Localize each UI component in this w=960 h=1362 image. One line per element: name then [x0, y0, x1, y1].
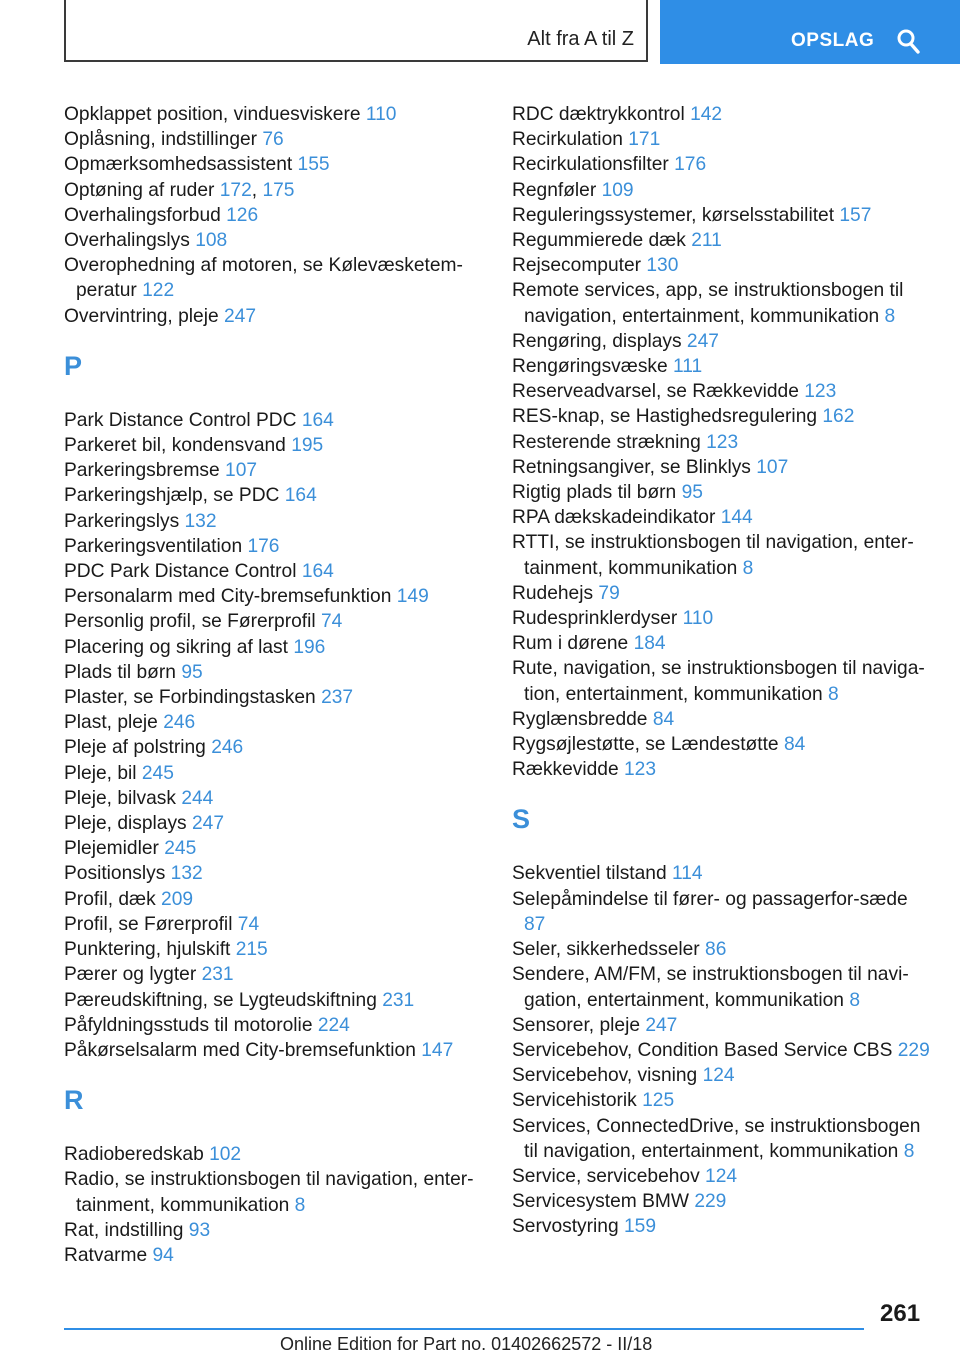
index-entry-term: Påkørselsalarm med City-bremsefunktion — [64, 1039, 416, 1061]
index-entry-term: Radioberedskab — [64, 1144, 204, 1166]
page-reference-link[interactable]: 164 — [301, 561, 334, 583]
page-reference-link[interactable]: 176 — [674, 154, 707, 176]
index-entry — [64, 584, 484, 609]
page-reference-link[interactable]: 196 — [293, 636, 326, 658]
page-reference-link[interactable]: 176 — [247, 535, 280, 557]
index-entry-term: Regummierede dæk — [512, 230, 686, 252]
page-reference-link[interactable]: 111 — [673, 356, 703, 378]
page-reference-link[interactable]: 164 — [301, 409, 334, 431]
page-reference-link[interactable]: 231 — [201, 964, 234, 986]
index-entry — [64, 1142, 484, 1167]
index-entry — [64, 937, 484, 962]
page-reference-link[interactable]: 132 — [184, 510, 217, 532]
index-entry — [64, 811, 484, 836]
index-entry-term: PDC Park Distance Control — [64, 561, 297, 583]
page-reference-link[interactable]: 164 — [284, 485, 317, 507]
index-entry — [64, 912, 484, 937]
page-reference-link[interactable]: 245 — [164, 838, 197, 860]
footer-edition-text: Online Edition for Part no. 01402662572 - II/18 — [280, 1334, 653, 1354]
index-entry — [64, 534, 484, 559]
index-entry-term: Reserveadvarsel, se Rækkevidde — [512, 381, 799, 403]
index-entry — [512, 379, 932, 404]
index-entry — [64, 203, 484, 228]
page-reference-link[interactable]: 246 — [211, 737, 244, 759]
page-reference-link[interactable]: 247 — [223, 305, 256, 327]
index-entry-term: Rudehejs — [512, 582, 594, 604]
index-entry — [512, 530, 932, 580]
index-entry-term: Profil, se Førerprofil — [64, 913, 233, 935]
page-reference-link[interactable]: 8 — [903, 1140, 915, 1162]
index-entry-term: Sensorer, pleje — [512, 1014, 640, 1036]
index-entry — [64, 509, 484, 534]
page-reference-link[interactable]: 237 — [321, 687, 354, 709]
page-reference-link[interactable]: 86 — [705, 939, 727, 961]
tab-alphabetical-index-label: Alt fra A til Z — [527, 28, 634, 50]
index-entry — [64, 559, 484, 584]
index-entry-term: Rygsøjlestøtte, se Lændestøtte — [512, 734, 779, 756]
index-entry-term: Parkeringsbremse — [64, 460, 220, 482]
opslag-search-button[interactable] — [660, 0, 960, 64]
index-entry — [64, 1167, 484, 1217]
index-entry — [512, 937, 932, 962]
opslag-label: OPSLAG — [791, 30, 875, 51]
index-entry-term: Overhalingslys — [64, 230, 190, 252]
index-entry-term: Placering og sikring af last — [64, 636, 288, 658]
index-entry — [64, 253, 484, 303]
index-entry — [64, 836, 484, 861]
page-reference-link[interactable]: 8 — [294, 1194, 306, 1216]
index-entry-term: Servicebehov, Condition Based Service CBS — [512, 1039, 893, 1061]
page-reference-link[interactable]: 130 — [646, 255, 679, 277]
page-reference-link[interactable]: 229 — [694, 1191, 727, 1213]
index-entry — [64, 1243, 484, 1268]
index-entry — [512, 1063, 932, 1088]
index-entry-term: Plast, pleje — [64, 712, 158, 734]
index-entry — [512, 505, 932, 530]
index-entry-term: Servicesystem BMW — [512, 1191, 689, 1213]
page-reference-link[interactable]: 172 — [219, 179, 252, 201]
index-entry — [64, 483, 484, 508]
index-entry-term: Retningsangiver, se Blinklys — [512, 456, 751, 478]
page-reference-link[interactable]: 124 — [705, 1165, 738, 1187]
section-letter: S — [512, 804, 531, 835]
index-entry — [64, 458, 484, 483]
index-entry — [512, 127, 932, 152]
index-entry — [64, 887, 484, 912]
page-reference-link[interactable]: 231 — [382, 989, 415, 1011]
page-reference-link[interactable]: 195 — [291, 435, 324, 457]
index-entry — [512, 455, 932, 480]
index-entry — [64, 102, 484, 127]
index-entry-term: Pærer og lygter — [64, 964, 197, 986]
page-reference-link[interactable]: 110 — [365, 104, 397, 125]
index-entry-term: Rute, navigation, se instruktionsbogen til naviga-tion, entertainment, kommunikation — [512, 658, 925, 705]
index-entry — [64, 304, 484, 329]
index-entry-term: Oplåsning, indstillinger — [64, 129, 258, 151]
index-entry-term: Overhalingsforbud — [64, 204, 221, 226]
index-entry-term: Services, ConnectedDrive, se instruktionsbogen til navigation, entertainment, kommunikation — [512, 1115, 921, 1162]
index-entry-term: Pleje, bilvask — [64, 787, 176, 809]
index-entry-term: Påfyldningsstuds til motorolie — [64, 1014, 313, 1036]
page-reference-link[interactable]: 114 — [672, 863, 703, 885]
index-entry-term: Overophedning af motoren, se Kølevæsketem-peratur — [64, 255, 463, 302]
index-entry — [64, 635, 484, 660]
index-entry-term: Remote services, app, se instruktionsbogen til navigation, entertainment, kommunikation — [512, 280, 904, 327]
index-entry-term: Parkeringshjælp, se PDC — [64, 485, 280, 507]
page-reference-link[interactable]: 124 — [702, 1065, 735, 1087]
page-reference-link[interactable]: 102 — [209, 1144, 242, 1166]
index-entry — [512, 1114, 932, 1164]
index-entry — [512, 1038, 932, 1063]
index-entry — [64, 408, 484, 433]
index-entry-term: Sendere, AM/FM, se instruktionsbogen til navi-gation, entertainment, kommunikation — [512, 964, 909, 1011]
page-reference-link[interactable]: 142 — [690, 104, 723, 125]
index-entry — [64, 152, 484, 177]
index-entry — [512, 178, 932, 203]
index-entry — [512, 1164, 932, 1189]
index-entry-term: Rengøring, displays — [512, 330, 682, 352]
footer-divider — [64, 1328, 864, 1330]
index-entry — [512, 581, 932, 606]
index-entry-term: Recirkulationsfilter — [512, 154, 669, 176]
index-entry — [512, 203, 932, 228]
index-entry-term: RPA dækskadeindikator — [512, 507, 716, 529]
index-entry — [64, 1013, 484, 1038]
index-entry-term: Regnføler — [512, 179, 597, 201]
index-entry-term: Opmærksomhedsassistent — [64, 154, 293, 176]
index-entry — [64, 1218, 484, 1243]
page-reference-link[interactable]: 159 — [623, 1216, 656, 1238]
index-entry-term: Pleje, bil — [64, 762, 137, 784]
page-reference-link[interactable]: 95 — [181, 661, 203, 683]
index-entry — [512, 1013, 932, 1038]
index-entry-term: Punktering, hjulskift — [64, 939, 231, 961]
index-entry-term: Radio, se instruktionsbogen til navigation, enter-tainment, kommunikation — [64, 1169, 474, 1216]
index-entry-term: RTTI, se instruktionsbogen til navigation, enter-tainment, kommunikation — [512, 532, 914, 579]
page-reference-link[interactable]: 8 — [742, 557, 754, 579]
page-reference-link[interactable]: 171 — [628, 129, 661, 151]
page-reference-link[interactable]: 84 — [783, 734, 806, 756]
page-reference-link[interactable]: 93 — [188, 1219, 211, 1241]
page-reference-link[interactable]: 110 — [682, 608, 714, 630]
index-entry — [64, 962, 484, 987]
page-reference-link[interactable]: 79 — [598, 582, 620, 604]
index-entry — [512, 354, 932, 379]
index-entry — [64, 433, 484, 458]
page-reference-link[interactable]: 247 — [686, 330, 719, 352]
index-entry-term: Servicehistorik — [512, 1090, 637, 1112]
index-entry-term: Plads til børn — [64, 661, 176, 683]
page-reference-link[interactable]: 209 — [161, 888, 194, 910]
index-entry-term: Personlig profil, se Førerprofil — [64, 611, 316, 633]
index-entry — [64, 735, 484, 760]
index-entry-term: Positionslys — [64, 863, 166, 885]
index-entry-term: Ratvarme — [64, 1244, 148, 1266]
index-entry — [512, 329, 932, 354]
page-reference-link[interactable]: 144 — [720, 507, 753, 529]
index-entry — [512, 404, 932, 429]
index-entry-term: Pleje af polstring — [64, 737, 206, 759]
index-entry — [512, 861, 932, 886]
index-entry — [64, 761, 484, 786]
page-reference-link[interactable]: 8 — [849, 989, 860, 1011]
page-reference-link[interactable]: 108 — [195, 230, 228, 252]
page-reference-link[interactable]: 123 — [804, 381, 837, 403]
index-entry — [512, 732, 932, 757]
page-reference-link[interactable]: 229 — [897, 1039, 930, 1061]
index-entry — [512, 707, 932, 732]
index-entry-term: Rengøringsvæske — [512, 356, 668, 378]
index-entry — [64, 609, 484, 634]
index-entry-term: RES-knap, se Hastighedsregulering — [512, 406, 818, 428]
index-entry — [512, 962, 932, 1012]
index-entry-term: Sekventiel tilstand — [512, 863, 667, 885]
index-entry — [512, 253, 932, 278]
page-reference-link[interactable]: 74 — [237, 913, 260, 935]
index-entry — [64, 228, 484, 253]
page-reference-link[interactable]: 162 — [822, 406, 855, 428]
page-reference-link[interactable]: 76 — [262, 129, 284, 151]
index-entry-term: Pleje, displays — [64, 813, 187, 835]
index-entry — [512, 430, 932, 455]
index-entry — [512, 1189, 932, 1214]
index-entry: Optøning af ruder 172, 175 — [64, 179, 295, 201]
index-column-left — [64, 102, 484, 1268]
page-reference-link[interactable]: 107 — [756, 456, 789, 478]
page-reference-link[interactable]: 87 — [524, 913, 546, 935]
index-entry — [512, 102, 932, 127]
page-reference-link[interactable]: 8 — [884, 305, 896, 327]
index-entry — [512, 1214, 932, 1239]
index-entry-term: Rejsecomputer — [512, 255, 642, 277]
index-entry — [64, 660, 484, 685]
page-reference-link[interactable]: 126 — [226, 204, 259, 226]
page-reference-link[interactable]: 246 — [163, 712, 196, 734]
page-reference-link[interactable]: 8 — [827, 683, 839, 705]
index-entry-term: Selepåmindelse til fører- og passagerfor-sæde — [512, 888, 908, 910]
index-entry — [512, 757, 932, 782]
section-letter: P — [64, 350, 83, 381]
index-entry — [64, 861, 484, 886]
search-icon — [896, 28, 920, 54]
index-entry-term: Parkeringslys — [64, 510, 180, 532]
page-reference-link[interactable]: 132 — [170, 863, 203, 885]
index-entry — [64, 127, 484, 152]
index-entry-term: Rudesprinklerdyser — [512, 608, 678, 630]
index-entry-term: Ryglænsbredde — [512, 708, 648, 730]
index-entry-term: Servicebehov, visning — [512, 1065, 698, 1087]
page-reference-link[interactable]: 244 — [181, 787, 214, 809]
page-reference-link[interactable]: 149 — [396, 586, 429, 608]
page-reference-link[interactable]: 94 — [152, 1244, 174, 1266]
page-reference-link[interactable]: 184 — [633, 633, 666, 655]
page-reference-link[interactable]: 215 — [235, 939, 268, 961]
page-reference-link[interactable]: 107 — [225, 460, 258, 482]
index-entry-term: Parkeret bil, kondensvand — [64, 435, 286, 457]
page-reference-link[interactable]: 211 — [691, 230, 722, 252]
index-entry-term: Plejemidler — [64, 838, 159, 860]
index-entry — [512, 606, 932, 631]
index-entry — [64, 988, 484, 1013]
index-entry — [512, 278, 932, 328]
index-entry — [512, 631, 932, 656]
page-reference-link[interactable]: 157 — [839, 204, 872, 226]
page-reference-link[interactable]: 74 — [321, 611, 343, 633]
index-entry-term: Parkeringsventilation — [64, 535, 243, 557]
index-entry-term: Optøning af ruder — [64, 179, 215, 201]
page-reference-link[interactable]: 84 — [652, 708, 675, 730]
index-entry — [512, 152, 932, 177]
page-reference-link[interactable]: 95 — [681, 482, 703, 504]
page-reference-link[interactable]: 247 — [192, 813, 225, 835]
index-entry-term: Rum i dørene — [512, 633, 629, 655]
index-entry-term: Park Distance Control PDC — [64, 409, 297, 431]
index-entry — [64, 1038, 484, 1063]
index-entry-term: Recirkulation — [512, 129, 623, 151]
index-entry — [512, 480, 932, 505]
page-reference-link[interactable]: 175 — [262, 179, 295, 201]
index-entry-term: Rækkevidde — [512, 759, 619, 781]
tab-alphabetical-index[interactable] — [64, 0, 648, 62]
index-entry-term: Seler, sikkerhedsseler — [512, 939, 700, 961]
index-entry-term: Rigtig plads til børn — [512, 482, 677, 504]
top-navigation — [0, 0, 960, 66]
index-entry-term: Opklappet position, vinduesviskere — [64, 104, 361, 125]
section-letter: R — [64, 1085, 84, 1116]
index-entry — [64, 710, 484, 735]
index-entry-term: RDC dæktrykkontrol — [512, 104, 685, 125]
index-entry — [512, 656, 932, 706]
page-reference-link[interactable]: 122 — [142, 280, 175, 302]
index-entry-term: Profil, dæk — [64, 888, 156, 910]
page-reference-link[interactable]: 109 — [601, 179, 634, 201]
index-entry-term: Overvintring, pleje — [64, 305, 219, 327]
index-entry — [512, 887, 932, 937]
index-entry — [512, 1088, 932, 1113]
index-entry-term: Personalarm med City-bremsefunktion — [64, 586, 392, 608]
index-entry-term: Servostyring — [512, 1216, 619, 1238]
index-entry-term: Rat, indstilling — [64, 1219, 184, 1241]
page-reference-link[interactable]: 123 — [706, 431, 739, 453]
page-reference-link[interactable]: 123 — [624, 759, 657, 781]
page-reference-link[interactable]: 155 — [297, 154, 330, 176]
page-number: 261 — [880, 1300, 921, 1327]
index-entry — [512, 228, 932, 253]
page-reference-link[interactable]: 245 — [141, 762, 174, 784]
index-entry-term: Resterende strækning — [512, 431, 701, 453]
index-entry-term: Service, servicebehov — [512, 1165, 700, 1187]
page-reference-link[interactable]: 125 — [642, 1090, 675, 1112]
index-entry — [64, 685, 484, 710]
page-reference-link[interactable]: 247 — [645, 1014, 678, 1036]
index-entry-term: Pæreudskiftning, se Lygteudskiftning — [64, 989, 377, 1011]
page-reference-link[interactable]: 147 — [421, 1039, 454, 1061]
index-column-right — [512, 102, 932, 1240]
page-reference-link[interactable]: 224 — [317, 1014, 350, 1036]
index-entry-term: Reguleringssystemer, kørselsstabilitet — [512, 204, 835, 226]
index-entry — [64, 786, 484, 811]
index-entry-term: Plaster, se Forbindingstasken — [64, 687, 316, 709]
